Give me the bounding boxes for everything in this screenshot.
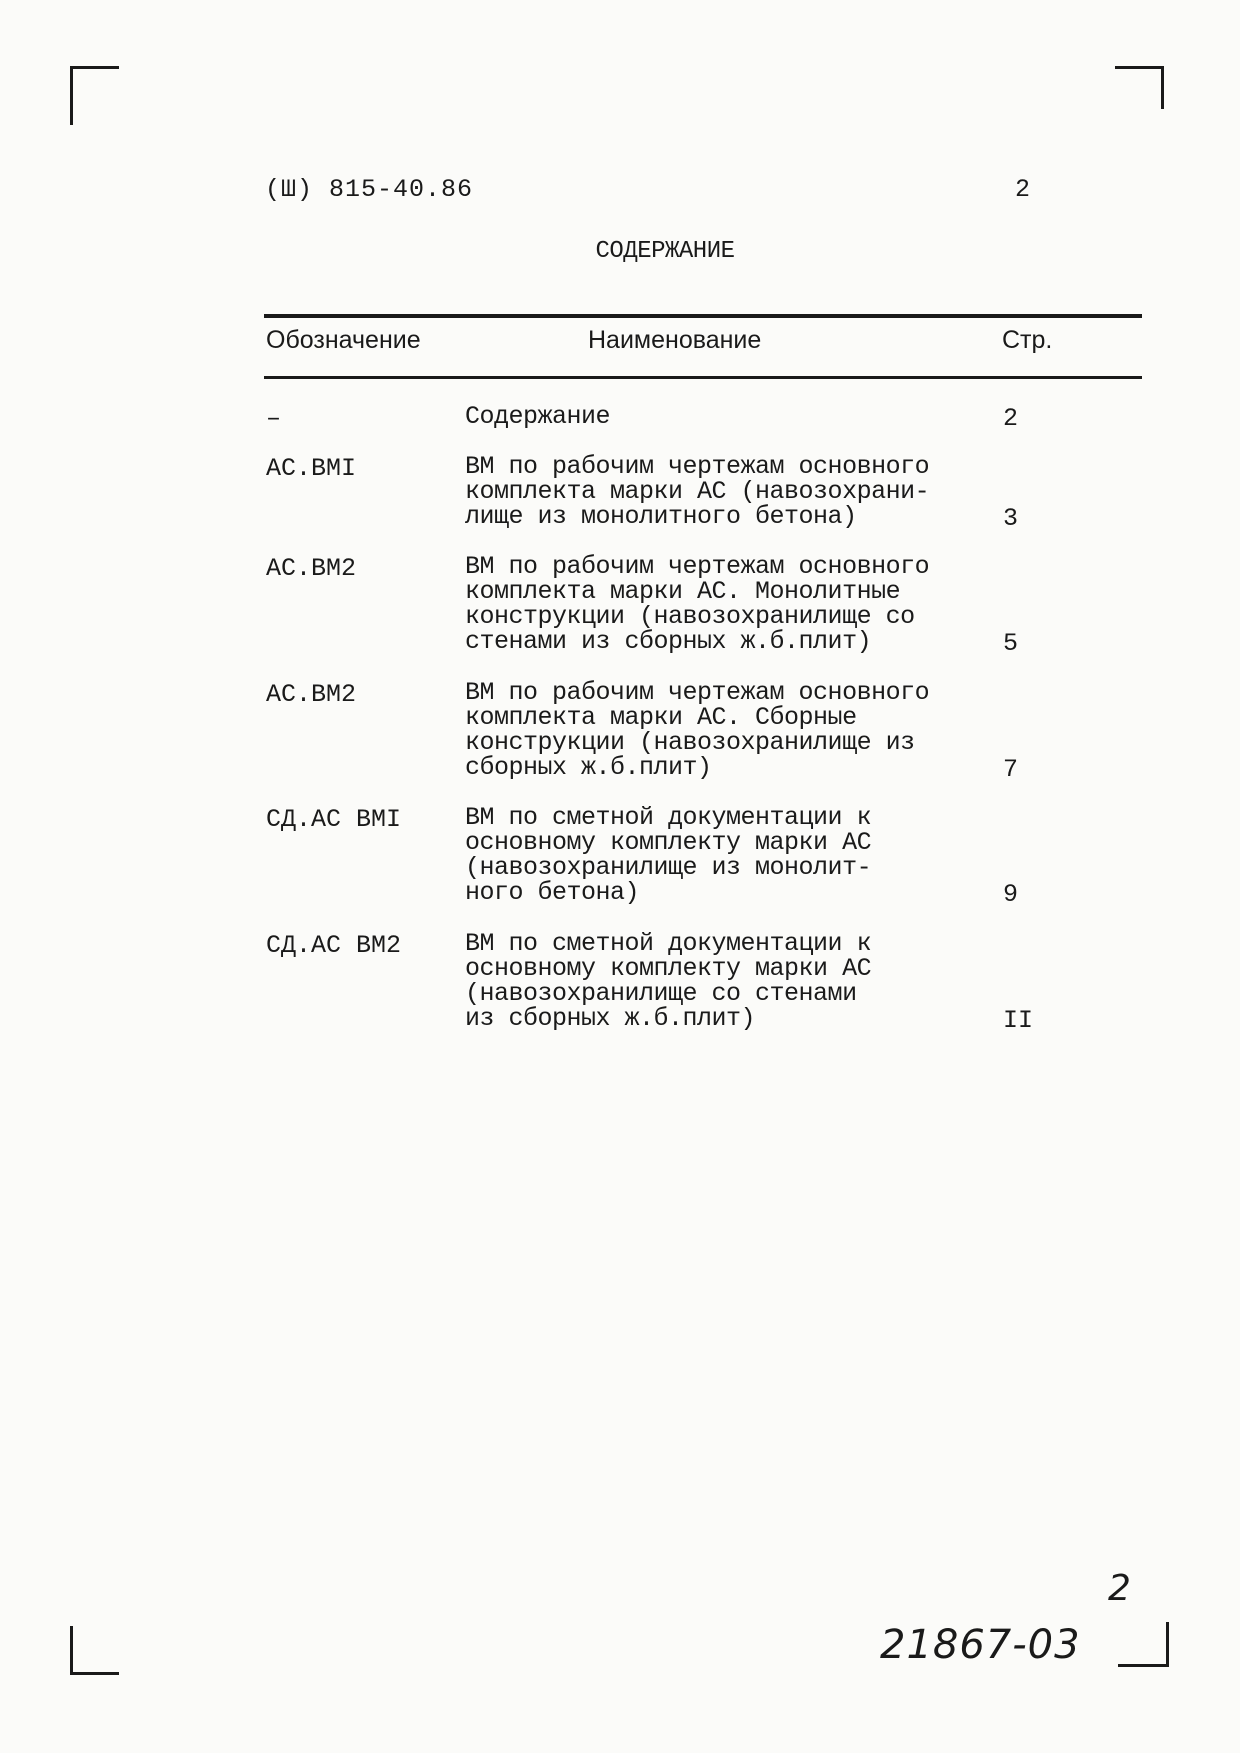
- row-designation: –: [266, 404, 282, 433]
- row-page: II: [1003, 1006, 1034, 1035]
- row-page: 9: [1003, 880, 1019, 909]
- handwritten-archive-code: 21867-03: [880, 1622, 1081, 1668]
- row-designation: СД.АС ВМ2: [266, 931, 402, 960]
- table-top-rule: [264, 314, 1142, 318]
- row-page: 7: [1003, 755, 1019, 784]
- column-header-name: Наименование: [588, 326, 762, 354]
- handwritten-page-number: 2: [1108, 1568, 1131, 1609]
- row-name: ВМ по рабочим чертежам основного комплекта марки АС. Сборные конструкции (навозохранилище из сборных ж.б.плит): [465, 678, 930, 782]
- column-header-designation: Обозначение: [266, 326, 421, 354]
- row-page: 3: [1003, 504, 1019, 533]
- corner-mark-bottom-right: [1118, 1622, 1169, 1667]
- row-name: ВМ по сметной документации к основному комплекту марки АС (навозохранилище из монолит- ного бетона): [465, 803, 872, 907]
- row-name: ВМ по рабочим чертежам основного комплекта марки АС (навозохрани- лище из монолитного бетона): [465, 452, 930, 531]
- row-designation: АС.ВМ2: [266, 554, 357, 583]
- row-name: Содержание: [465, 402, 611, 431]
- row-page: 5: [1003, 629, 1019, 658]
- row-designation: АС.ВМI: [266, 454, 357, 483]
- row-name: ВМ по рабочим чертежам основного комплекта марки АС. Монолитные конструкции (навозохранилище со стенами из сборных ж.б.плит): [465, 552, 930, 656]
- corner-mark-top-right: [1115, 66, 1164, 109]
- row-designation: АС.ВМ2: [266, 680, 357, 709]
- document-code: (Ш) 815-40.86: [265, 175, 474, 204]
- column-header-page: Стр.: [1002, 326, 1053, 354]
- corner-mark-bottom-left: [70, 1626, 119, 1675]
- table-header-rule: [264, 376, 1142, 379]
- row-page: 2: [1003, 404, 1019, 433]
- row-designation: СД.АС ВМI: [266, 805, 402, 834]
- page-number: 2: [1015, 175, 1031, 204]
- corner-mark-top-left: [70, 66, 119, 125]
- page-title: СОДЕРЖАНИЕ: [595, 238, 735, 265]
- row-name: ВМ по сметной документации к основному комплекту марки АС (навозохранилище со стенами из сборных ж.б.плит): [465, 929, 872, 1033]
